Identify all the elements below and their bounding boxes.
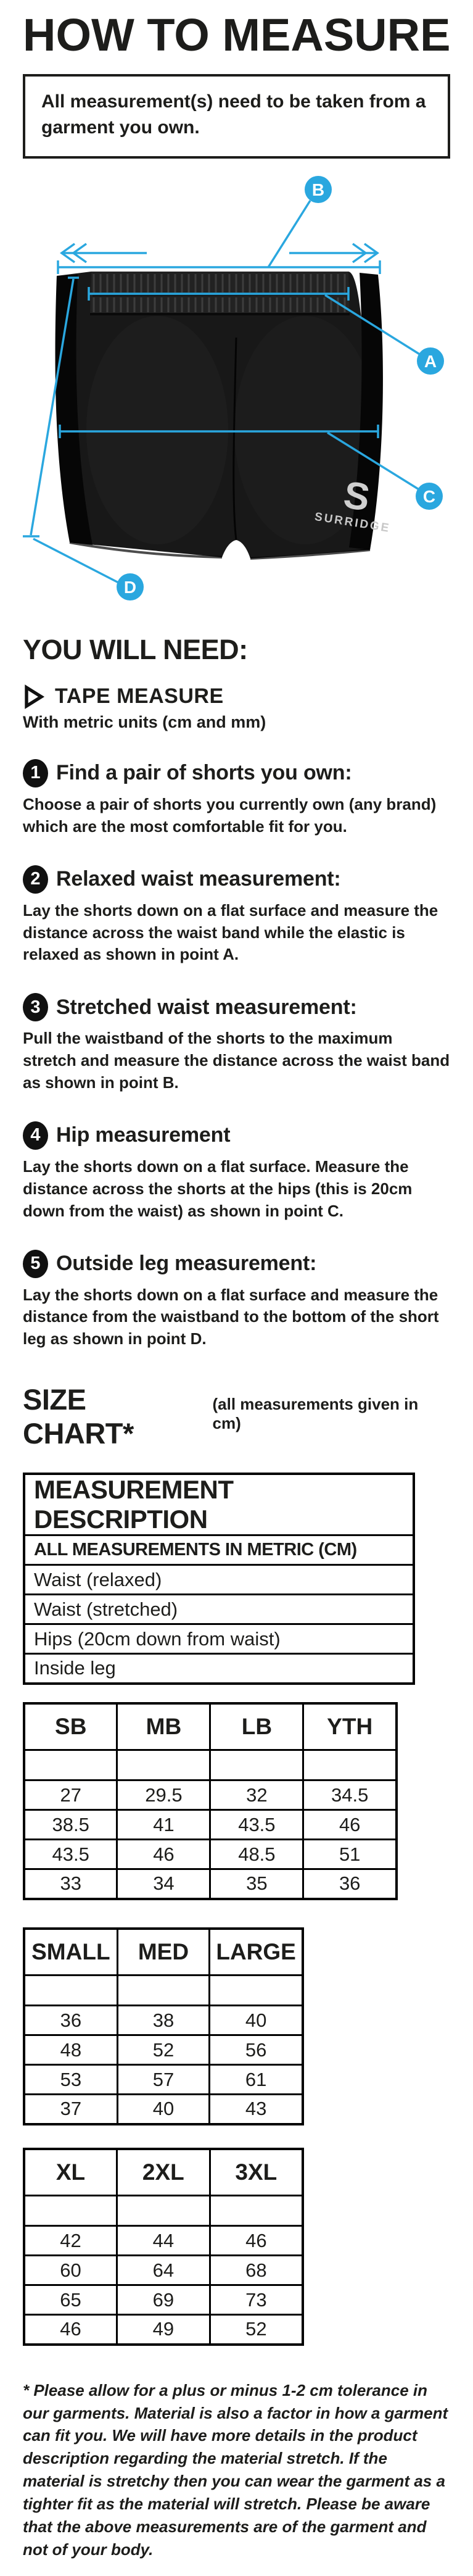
brand-name: SURRIDGE bbox=[313, 510, 392, 535]
play-triangle-icon bbox=[23, 684, 45, 709]
step-4 bbox=[23, 1121, 450, 1223]
you-will-need-heading: YOU WILL NEED: bbox=[23, 633, 248, 665]
step-2-number: 2 bbox=[23, 865, 48, 894]
table-row: 60 64 68 bbox=[24, 2256, 303, 2285]
table-row: 53 57 61 bbox=[24, 2065, 303, 2095]
marker-a bbox=[417, 347, 444, 375]
table-header-row bbox=[24, 1474, 414, 1535]
table-row: 42 44 46 bbox=[24, 2226, 303, 2256]
size-chart-title: SIZE CHART* bbox=[23, 1383, 134, 1450]
svg-text:A: A bbox=[424, 351, 437, 371]
table-row: Hips (20cm down from waist) bbox=[24, 1624, 414, 1654]
step-3-description: Pull the waistband of the shorts to the maximum stretch and measure the distance across the waist band as shown in point B. bbox=[23, 1029, 450, 1092]
size-chart-note: (all measurements given in cm) bbox=[212, 1395, 419, 1433]
marker-b bbox=[305, 176, 332, 203]
marker-c bbox=[416, 483, 443, 510]
table-row: Inside leg bbox=[24, 1654, 414, 1684]
step-1-description: Choose a pair of shorts you currently own (any brand) which are the most comfortable fit for you. bbox=[23, 794, 437, 836]
notice-box bbox=[23, 74, 450, 159]
table-row: 46 49 52 bbox=[24, 2315, 303, 2345]
tolerance-footnote: * Please allow for a plus or minus 1-2 cm tolerance in our garments. Material is also a factor in how a garment can fit you. We will have more details in the product description regarding the material stretch. If the material is stretchy then you can wear the garment as a tighter fit as the material will stretch. Please be aware that the above measurements are of the garment and not of your body. bbox=[23, 2380, 448, 2559]
size-chart-heading-row bbox=[23, 1382, 450, 1450]
step-5-description: Lay the shorts down on a flat surface and measure the distance from the waistband to the bottom of the short leg as shown in point D. bbox=[23, 1285, 439, 1348]
page-title: HOW TO MEASURE bbox=[23, 9, 451, 60]
table-row: 33 34 35 36 bbox=[24, 1869, 397, 1899]
step-3-title: Stretched waist measurement: bbox=[56, 995, 357, 1019]
svg-text:B: B bbox=[311, 180, 325, 199]
step-1-title: Find a pair of shorts you own: bbox=[56, 761, 352, 785]
step-3 bbox=[23, 993, 450, 1094]
svg-text:D: D bbox=[123, 577, 137, 597]
step-2 bbox=[23, 865, 450, 966]
svg-text:C: C bbox=[422, 486, 436, 506]
tape-measure-item bbox=[23, 684, 450, 709]
marker-d bbox=[117, 573, 144, 600]
tape-measure-subtitle: With metric units (cm and mm) bbox=[23, 712, 266, 731]
step-3-number: 3 bbox=[23, 993, 48, 1021]
shorts-illustration bbox=[56, 272, 398, 559]
size-table-xl-2xl-3xl bbox=[23, 2148, 304, 2346]
stretch-arrow-right bbox=[289, 244, 377, 262]
step-1 bbox=[23, 759, 450, 838]
table-header-row: SMALL MED LARGE bbox=[24, 1929, 303, 1976]
table-row: 43.5 46 48.5 51 bbox=[24, 1840, 397, 1869]
step-1-number: 1 bbox=[23, 759, 48, 787]
size-table-small-med-large bbox=[23, 1927, 304, 2125]
step-2-title: Relaxed waist measurement: bbox=[56, 867, 341, 891]
table-row: Waist (relaxed) bbox=[24, 1565, 414, 1595]
size-table-boys-youth bbox=[23, 1702, 398, 1900]
step-4-description: Lay the shorts down on a flat surface. Measure the distance across the shorts at the hips (this is 20cm down from the waist) as shown in point C. bbox=[23, 1157, 413, 1220]
table-row: 65 69 73 bbox=[24, 2285, 303, 2315]
measure-line-b bbox=[58, 201, 380, 274]
spacer-row bbox=[24, 1976, 303, 2006]
notice-text: All measurement(s) need to be taken from a garment you own. bbox=[41, 91, 426, 138]
table-header-row: XL 2XL 3XL bbox=[24, 2149, 303, 2196]
table-row: ALL MEASUREMENTS IN METRIC (CM) bbox=[24, 1535, 414, 1565]
brand-initial: S bbox=[340, 473, 373, 520]
step-5 bbox=[23, 1250, 450, 1351]
measurement-description-table bbox=[23, 1473, 415, 1685]
measurement-description-header: MEASUREMENT DESCRIPTION bbox=[24, 1474, 414, 1535]
table-row: Waist (stretched) bbox=[24, 1595, 414, 1624]
step-5-title: Outside leg measurement: bbox=[56, 1252, 317, 1275]
table-header-row: SB MB LB YTH bbox=[24, 1703, 397, 1750]
stretch-arrow-left bbox=[62, 244, 147, 262]
table-row: 37 40 43 bbox=[24, 2095, 303, 2124]
step-4-number: 4 bbox=[23, 1121, 48, 1150]
step-2-description: Lay the shorts down on a flat surface and measure the distance across the waist band while the elastic is relaxed as shown in point A. bbox=[23, 900, 438, 964]
table-row: 38.5 41 43.5 46 bbox=[24, 1810, 397, 1840]
table-row: 27 29.5 32 34.5 bbox=[24, 1780, 397, 1810]
spacer-row bbox=[24, 1750, 397, 1780]
step-5-number: 5 bbox=[23, 1250, 48, 1278]
table-row: 48 52 56 bbox=[24, 2035, 303, 2065]
shorts-measurement-diagram bbox=[0, 159, 473, 628]
step-4-title: Hip measurement bbox=[56, 1123, 231, 1147]
spacer-row bbox=[24, 2196, 303, 2226]
tape-measure-title: TAPE MEASURE bbox=[55, 684, 224, 708]
table-row: 36 38 40 bbox=[24, 2006, 303, 2035]
shorts-diagram-svg bbox=[0, 159, 473, 628]
